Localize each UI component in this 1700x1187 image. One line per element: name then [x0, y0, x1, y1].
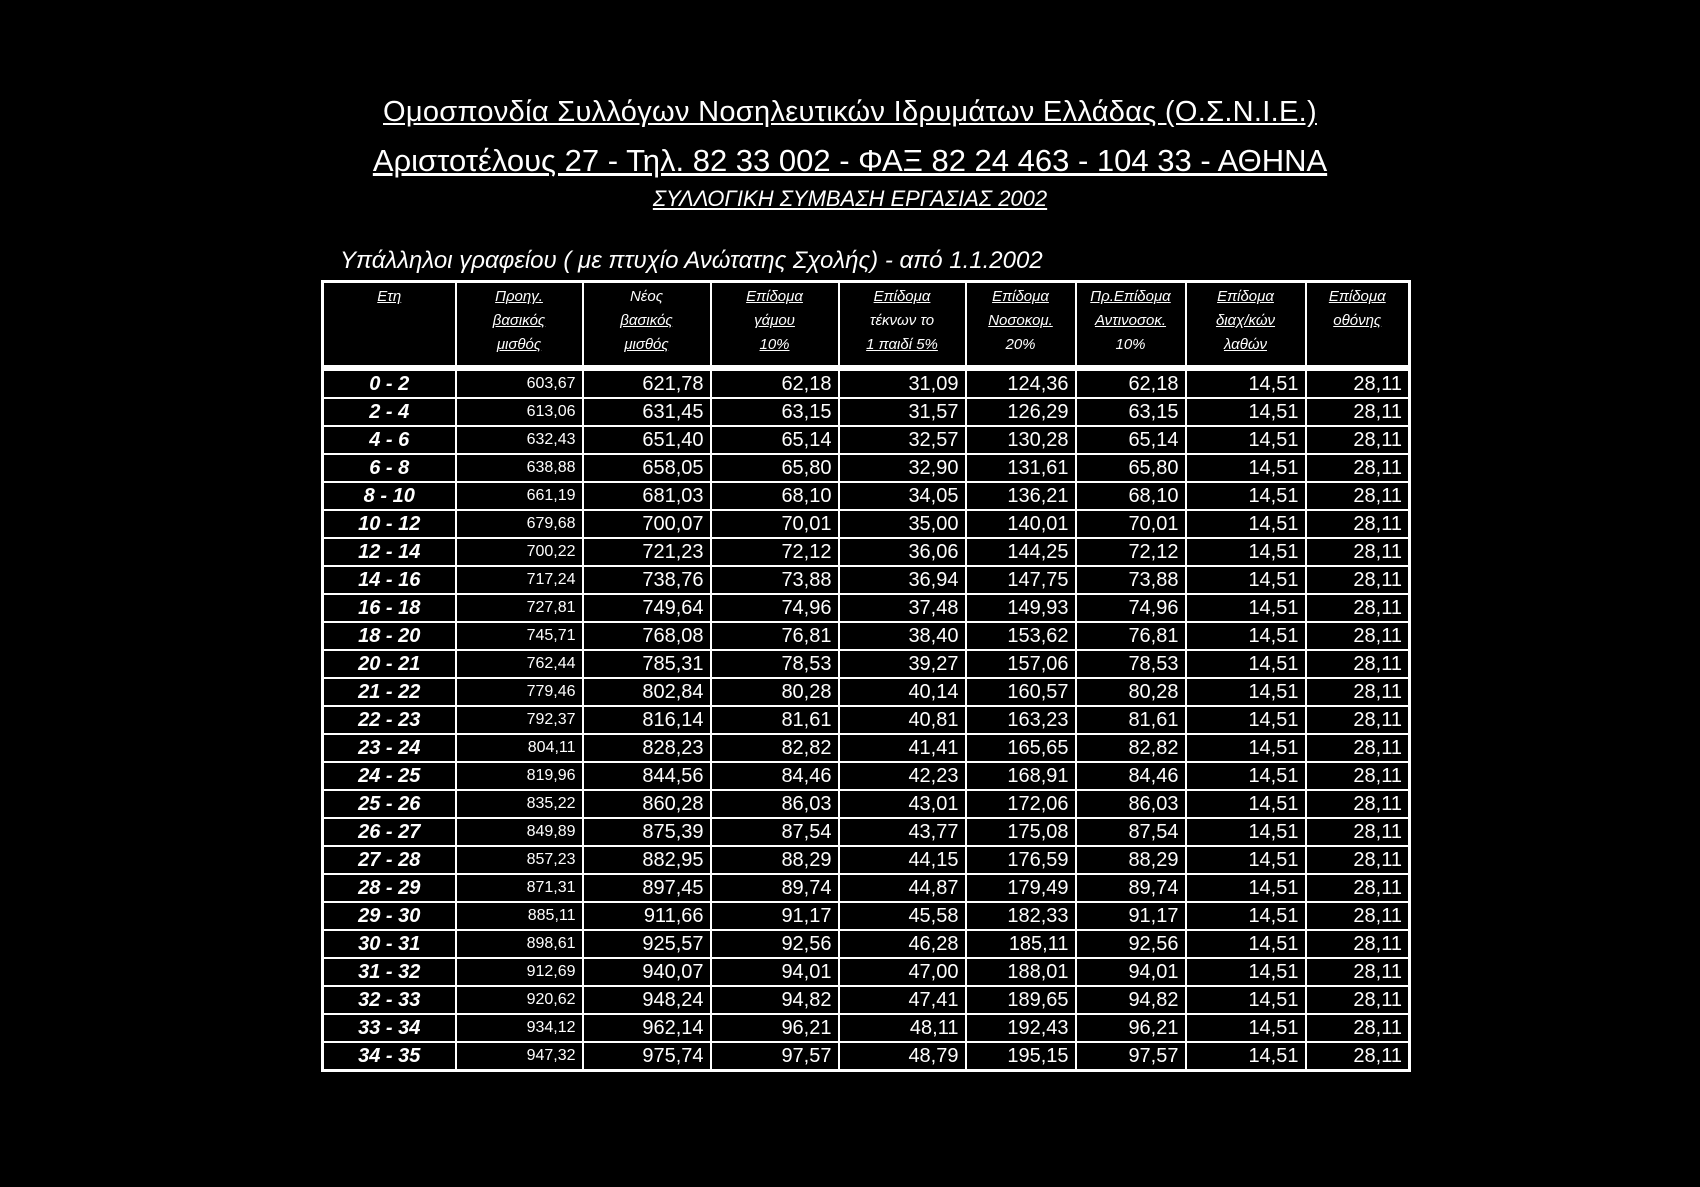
header-line: Επίδομα [1328, 288, 1386, 305]
child-allowance-cell: 37,48 [839, 594, 966, 622]
table-subtitle: Υπάλληλοι γραφείου ( με πτυχίο Ανώτατης Σχολής) - από 1.1.2002 [340, 247, 1043, 274]
screen-allowance-cell: 28,11 [1306, 818, 1410, 846]
anti-hospital-allowance-cell: 65,80 [1076, 454, 1186, 482]
years-cell: 24 - 25 [323, 762, 456, 790]
table-row [323, 734, 1410, 762]
cash-handling-allowance-cell: 14,51 [1186, 874, 1306, 902]
hospital-allowance-cell: 182,33 [966, 902, 1076, 930]
new-base-salary-cell: 802,84 [583, 678, 711, 706]
anti-hospital-allowance-cell: 91,17 [1076, 902, 1186, 930]
col-header-marriage-allowance [711, 282, 839, 369]
col-header-hospital-allowance [966, 282, 1076, 369]
table-row [323, 454, 1410, 482]
new-base-salary-cell: 738,76 [583, 566, 711, 594]
header-line: Επίδομα [746, 288, 803, 305]
child-allowance-cell: 31,57 [839, 398, 966, 426]
screen-allowance-cell: 28,11 [1306, 650, 1410, 678]
prev-base-salary-cell: 912,69 [456, 958, 583, 986]
salary-table [321, 280, 1411, 1072]
cash-handling-allowance-cell: 14,51 [1186, 510, 1306, 538]
cash-handling-allowance-cell: 14,51 [1186, 622, 1306, 650]
marriage-allowance-cell: 94,82 [711, 986, 839, 1014]
marriage-allowance-cell: 91,17 [711, 902, 839, 930]
years-cell: 21 - 22 [323, 678, 456, 706]
header-line: Επίδομα [873, 288, 931, 305]
years-cell: 31 - 32 [323, 958, 456, 986]
header-line: Νοσοκομ. [988, 312, 1053, 329]
table-row [323, 762, 1410, 790]
header-line: τέκνων το [869, 312, 935, 329]
years-cell: 16 - 18 [323, 594, 456, 622]
cash-handling-allowance-cell: 14,51 [1186, 986, 1306, 1014]
header-line: μισθός [496, 336, 542, 353]
child-allowance-cell: 39,27 [839, 650, 966, 678]
anti-hospital-allowance-cell: 81,61 [1076, 706, 1186, 734]
marriage-allowance-cell: 96,21 [711, 1014, 839, 1042]
child-allowance-cell: 40,14 [839, 678, 966, 706]
years-cell: 20 - 21 [323, 650, 456, 678]
table-row [323, 902, 1410, 930]
prev-base-salary-cell: 603,67 [456, 368, 583, 398]
marriage-allowance-cell: 84,46 [711, 762, 839, 790]
prev-base-salary-cell: 885,11 [456, 902, 583, 930]
hospital-allowance-cell: 131,61 [966, 454, 1076, 482]
prev-base-salary-cell: 727,81 [456, 594, 583, 622]
prev-base-salary-cell: 792,37 [456, 706, 583, 734]
screen-allowance-cell: 28,11 [1306, 678, 1410, 706]
prev-base-salary-cell: 638,88 [456, 454, 583, 482]
anti-hospital-allowance-cell: 68,10 [1076, 482, 1186, 510]
years-cell: 25 - 26 [323, 790, 456, 818]
cash-handling-allowance-cell: 14,51 [1186, 1042, 1306, 1071]
years-cell: 34 - 35 [323, 1042, 456, 1071]
hospital-allowance-cell: 163,23 [966, 706, 1076, 734]
header-line: 1 παιδί 5% [866, 336, 938, 353]
marriage-allowance-cell: 73,88 [711, 566, 839, 594]
years-cell: 14 - 16 [323, 566, 456, 594]
new-base-salary-cell: 816,14 [583, 706, 711, 734]
child-allowance-cell: 35,00 [839, 510, 966, 538]
child-allowance-cell: 31,09 [839, 368, 966, 398]
hospital-allowance-cell: 124,36 [966, 368, 1076, 398]
col-header-new-base-salary [583, 282, 711, 369]
marriage-allowance-cell: 87,54 [711, 818, 839, 846]
child-allowance-cell: 32,90 [839, 454, 966, 482]
cash-handling-allowance-cell: 14,51 [1186, 398, 1306, 426]
table-row [323, 706, 1410, 734]
cash-handling-allowance-cell: 14,51 [1186, 902, 1306, 930]
marriage-allowance-cell: 82,82 [711, 734, 839, 762]
screen-allowance-cell: 28,11 [1306, 902, 1410, 930]
new-base-salary-cell: 962,14 [583, 1014, 711, 1042]
prev-base-salary-cell: 804,11 [456, 734, 583, 762]
prev-base-salary-cell: 779,46 [456, 678, 583, 706]
table-row [323, 1042, 1410, 1071]
prev-base-salary-cell: 849,89 [456, 818, 583, 846]
cash-handling-allowance-cell: 14,51 [1186, 482, 1306, 510]
child-allowance-cell: 45,58 [839, 902, 966, 930]
hospital-allowance-cell: 160,57 [966, 678, 1076, 706]
anti-hospital-allowance-cell: 74,96 [1076, 594, 1186, 622]
cash-handling-allowance-cell: 14,51 [1186, 426, 1306, 454]
child-allowance-cell: 44,87 [839, 874, 966, 902]
child-allowance-cell: 48,11 [839, 1014, 966, 1042]
prev-base-salary-cell: 717,24 [456, 566, 583, 594]
cash-handling-allowance-cell: 14,51 [1186, 368, 1306, 398]
table-body [323, 368, 1410, 1071]
years-cell: 27 - 28 [323, 846, 456, 874]
table-row [323, 426, 1410, 454]
marriage-allowance-cell: 74,96 [711, 594, 839, 622]
marriage-allowance-cell: 65,80 [711, 454, 839, 482]
screen-allowance-cell: 28,11 [1306, 958, 1410, 986]
years-cell: 4 - 6 [323, 426, 456, 454]
table-row [323, 622, 1410, 650]
table-row [323, 874, 1410, 902]
table-row [323, 930, 1410, 958]
prev-base-salary-cell: 745,71 [456, 622, 583, 650]
cash-handling-allowance-cell: 14,51 [1186, 650, 1306, 678]
anti-hospital-allowance-cell: 65,14 [1076, 426, 1186, 454]
years-cell: 10 - 12 [323, 510, 456, 538]
header-line: Ετη [377, 288, 402, 305]
cash-handling-allowance-cell: 14,51 [1186, 818, 1306, 846]
cash-handling-allowance-cell: 14,51 [1186, 790, 1306, 818]
new-base-salary-cell: 860,28 [583, 790, 711, 818]
marriage-allowance-cell: 88,29 [711, 846, 839, 874]
cash-handling-allowance-cell: 14,51 [1186, 538, 1306, 566]
child-allowance-cell: 34,05 [839, 482, 966, 510]
prev-base-salary-cell: 819,96 [456, 762, 583, 790]
anti-hospital-allowance-cell: 96,21 [1076, 1014, 1186, 1042]
prev-base-salary-cell: 632,43 [456, 426, 583, 454]
screen-allowance-cell: 28,11 [1306, 734, 1410, 762]
prev-base-salary-cell: 700,22 [456, 538, 583, 566]
table-row [323, 510, 1410, 538]
table-row [323, 398, 1410, 426]
anti-hospital-allowance-cell: 92,56 [1076, 930, 1186, 958]
prev-base-salary-cell: 898,61 [456, 930, 583, 958]
header-line: γάμου [754, 312, 795, 329]
screen-allowance-cell: 28,11 [1306, 454, 1410, 482]
hospital-allowance-cell: 144,25 [966, 538, 1076, 566]
marriage-allowance-cell: 70,01 [711, 510, 839, 538]
years-cell: 30 - 31 [323, 930, 456, 958]
hospital-allowance-cell: 192,43 [966, 1014, 1076, 1042]
years-cell: 29 - 30 [323, 902, 456, 930]
marriage-allowance-cell: 78,53 [711, 650, 839, 678]
marriage-allowance-cell: 89,74 [711, 874, 839, 902]
new-base-salary-cell: 785,31 [583, 650, 711, 678]
header-line: 10% [759, 336, 790, 353]
screen-allowance-cell: 28,11 [1306, 398, 1410, 426]
marriage-allowance-cell: 81,61 [711, 706, 839, 734]
hospital-allowance-cell: 185,11 [966, 930, 1076, 958]
screen-allowance-cell: 28,11 [1306, 986, 1410, 1014]
prev-base-salary-cell: 857,23 [456, 846, 583, 874]
child-allowance-cell: 48,79 [839, 1042, 966, 1071]
screen-allowance-cell: 28,11 [1306, 426, 1410, 454]
table-row [323, 818, 1410, 846]
child-allowance-cell: 43,01 [839, 790, 966, 818]
table-row [323, 482, 1410, 510]
hospital-allowance-cell: 157,06 [966, 650, 1076, 678]
anti-hospital-allowance-cell: 62,18 [1076, 368, 1186, 398]
hospital-allowance-cell: 165,65 [966, 734, 1076, 762]
cash-handling-allowance-cell: 14,51 [1186, 734, 1306, 762]
years-cell: 32 - 33 [323, 986, 456, 1014]
hospital-allowance-cell: 168,91 [966, 762, 1076, 790]
prev-base-salary-cell: 947,32 [456, 1042, 583, 1071]
years-cell: 12 - 14 [323, 538, 456, 566]
col-header-cash-handling-allowance [1186, 282, 1306, 369]
hospital-allowance-cell: 147,75 [966, 566, 1076, 594]
header-line: 10% [1115, 336, 1146, 353]
cash-handling-allowance-cell: 14,51 [1186, 930, 1306, 958]
col-header-child-allowance [839, 282, 966, 369]
agreement-title: ΣΥΛΛΟΓΙΚΗ ΣΥΜΒΑΣΗ ΕΡΓΑΣΙΑΣ 2002 [652, 186, 1048, 211]
screen-allowance-cell: 28,11 [1306, 930, 1410, 958]
anti-hospital-allowance-cell: 70,01 [1076, 510, 1186, 538]
hospital-allowance-cell: 176,59 [966, 846, 1076, 874]
new-base-salary-cell: 911,66 [583, 902, 711, 930]
anti-hospital-allowance-cell: 72,12 [1076, 538, 1186, 566]
hospital-allowance-cell: 140,01 [966, 510, 1076, 538]
table-row [323, 846, 1410, 874]
screen-allowance-cell: 28,11 [1306, 706, 1410, 734]
screen-allowance-cell: 28,11 [1306, 482, 1410, 510]
new-base-salary-cell: 940,07 [583, 958, 711, 986]
cash-handling-allowance-cell: 14,51 [1186, 678, 1306, 706]
anti-hospital-allowance-cell: 84,46 [1076, 762, 1186, 790]
marriage-allowance-cell: 72,12 [711, 538, 839, 566]
header-line: βασικός [620, 312, 673, 329]
anti-hospital-allowance-cell: 73,88 [1076, 566, 1186, 594]
child-allowance-cell: 32,57 [839, 426, 966, 454]
new-base-salary-cell: 948,24 [583, 986, 711, 1014]
years-cell: 2 - 4 [323, 398, 456, 426]
years-cell: 8 - 10 [323, 482, 456, 510]
federation-address: Αριστοτέλους 27 - Τηλ. 82 33 002 - ΦΑΞ 82 24 463 - 104 33 - ΑΘΗΝΑ [372, 143, 1328, 178]
anti-hospital-allowance-cell: 76,81 [1076, 622, 1186, 650]
table-row [323, 538, 1410, 566]
child-allowance-cell: 42,23 [839, 762, 966, 790]
years-cell: 26 - 27 [323, 818, 456, 846]
new-base-salary-cell: 631,45 [583, 398, 711, 426]
col-header-prev-base-salary [456, 282, 583, 369]
years-cell: 22 - 23 [323, 706, 456, 734]
years-cell: 28 - 29 [323, 874, 456, 902]
hospital-allowance-cell: 189,65 [966, 986, 1076, 1014]
header-line: Πρ.Επίδομα [1090, 288, 1171, 305]
col-header-screen-allowance [1306, 282, 1410, 369]
header-line: 20% [1005, 336, 1036, 353]
marriage-allowance-cell: 94,01 [711, 958, 839, 986]
hospital-allowance-cell: 172,06 [966, 790, 1076, 818]
table-row [323, 594, 1410, 622]
screen-allowance-cell: 28,11 [1306, 594, 1410, 622]
new-base-salary-cell: 721,23 [583, 538, 711, 566]
cash-handling-allowance-cell: 14,51 [1186, 846, 1306, 874]
marriage-allowance-cell: 92,56 [711, 930, 839, 958]
hospital-allowance-cell: 175,08 [966, 818, 1076, 846]
anti-hospital-allowance-cell: 63,15 [1076, 398, 1186, 426]
marriage-allowance-cell: 76,81 [711, 622, 839, 650]
new-base-salary-cell: 875,39 [583, 818, 711, 846]
years-cell: 6 - 8 [323, 454, 456, 482]
new-base-salary-cell: 844,56 [583, 762, 711, 790]
new-base-salary-cell: 768,08 [583, 622, 711, 650]
new-base-salary-cell: 621,78 [583, 368, 711, 398]
prev-base-salary-cell: 920,62 [456, 986, 583, 1014]
table-row [323, 678, 1410, 706]
header-line: Προηγ. [495, 288, 543, 305]
screen-allowance-cell: 28,11 [1306, 566, 1410, 594]
hospital-allowance-cell: 153,62 [966, 622, 1076, 650]
header-line: Επίδομα [992, 288, 1049, 305]
table-row [323, 958, 1410, 986]
screen-allowance-cell: 28,11 [1306, 538, 1410, 566]
table-row [323, 566, 1410, 594]
new-base-salary-cell: 700,07 [583, 510, 711, 538]
screen-allowance-cell: 28,11 [1306, 510, 1410, 538]
child-allowance-cell: 41,41 [839, 734, 966, 762]
anti-hospital-allowance-cell: 94,01 [1076, 958, 1186, 986]
years-cell: 18 - 20 [323, 622, 456, 650]
screen-allowance-cell: 28,11 [1306, 368, 1410, 398]
years-cell: 33 - 34 [323, 1014, 456, 1042]
header-line: Επίδομα [1217, 288, 1274, 305]
marriage-allowance-cell: 63,15 [711, 398, 839, 426]
cash-handling-allowance-cell: 14,51 [1186, 594, 1306, 622]
header-line: βασικός [492, 312, 546, 329]
years-cell: 0 - 2 [323, 368, 456, 398]
header-line: οθόνης [1333, 312, 1382, 329]
hospital-allowance-cell: 179,49 [966, 874, 1076, 902]
screen-allowance-cell: 28,11 [1306, 846, 1410, 874]
child-allowance-cell: 44,15 [839, 846, 966, 874]
new-base-salary-cell: 828,23 [583, 734, 711, 762]
anti-hospital-allowance-cell: 88,29 [1076, 846, 1186, 874]
new-base-salary-cell: 975,74 [583, 1042, 711, 1071]
child-allowance-cell: 43,77 [839, 818, 966, 846]
prev-base-salary-cell: 762,44 [456, 650, 583, 678]
table-row [323, 790, 1410, 818]
col-header-anti-hospital-allowance [1076, 282, 1186, 369]
new-base-salary-cell: 897,45 [583, 874, 711, 902]
new-base-salary-cell: 749,64 [583, 594, 711, 622]
anti-hospital-allowance-cell: 82,82 [1076, 734, 1186, 762]
hospital-allowance-cell: 188,01 [966, 958, 1076, 986]
header-row [323, 282, 1410, 369]
federation-title: Ομοσπονδία Συλλόγων Νοσηλευτικών Ιδρυμάτων Ελλάδας (Ο.Σ.Ν.Ι.Ε.) [383, 96, 1317, 128]
screen-allowance-cell: 28,11 [1306, 762, 1410, 790]
anti-hospital-allowance-cell: 94,82 [1076, 986, 1186, 1014]
anti-hospital-allowance-cell: 97,57 [1076, 1042, 1186, 1071]
header-line: Αντινοσοκ. [1094, 312, 1167, 329]
hospital-allowance-cell: 130,28 [966, 426, 1076, 454]
new-base-salary-cell: 658,05 [583, 454, 711, 482]
header-line: λαθών [1223, 336, 1268, 353]
child-allowance-cell: 36,06 [839, 538, 966, 566]
table-row [323, 368, 1410, 398]
cash-handling-allowance-cell: 14,51 [1186, 454, 1306, 482]
table-row [323, 650, 1410, 678]
cash-handling-allowance-cell: 14,51 [1186, 706, 1306, 734]
new-base-salary-cell: 882,95 [583, 846, 711, 874]
years-cell: 23 - 24 [323, 734, 456, 762]
cash-handling-allowance-cell: 14,51 [1186, 1014, 1306, 1042]
prev-base-salary-cell: 934,12 [456, 1014, 583, 1042]
child-allowance-cell: 40,81 [839, 706, 966, 734]
new-base-salary-cell: 681,03 [583, 482, 711, 510]
header-line: Νέος [629, 288, 664, 305]
marriage-allowance-cell: 80,28 [711, 678, 839, 706]
prev-base-salary-cell: 679,68 [456, 510, 583, 538]
anti-hospital-allowance-cell: 86,03 [1076, 790, 1186, 818]
prev-base-salary-cell: 871,31 [456, 874, 583, 902]
new-base-salary-cell: 925,57 [583, 930, 711, 958]
child-allowance-cell: 47,41 [839, 986, 966, 1014]
child-allowance-cell: 47,00 [839, 958, 966, 986]
hospital-allowance-cell: 195,15 [966, 1042, 1076, 1071]
prev-base-salary-cell: 661,19 [456, 482, 583, 510]
col-header-years [323, 282, 456, 369]
screen-allowance-cell: 28,11 [1306, 622, 1410, 650]
anti-hospital-allowance-cell: 80,28 [1076, 678, 1186, 706]
child-allowance-cell: 38,40 [839, 622, 966, 650]
screen-allowance-cell: 28,11 [1306, 874, 1410, 902]
prev-base-salary-cell: 613,06 [456, 398, 583, 426]
marriage-allowance-cell: 97,57 [711, 1042, 839, 1071]
anti-hospital-allowance-cell: 78,53 [1076, 650, 1186, 678]
prev-base-salary-cell: 835,22 [456, 790, 583, 818]
screen-allowance-cell: 28,11 [1306, 790, 1410, 818]
screen-allowance-cell: 28,11 [1306, 1042, 1410, 1071]
marriage-allowance-cell: 68,10 [711, 482, 839, 510]
child-allowance-cell: 46,28 [839, 930, 966, 958]
marriage-allowance-cell: 86,03 [711, 790, 839, 818]
cash-handling-allowance-cell: 14,51 [1186, 566, 1306, 594]
cash-handling-allowance-cell: 14,51 [1186, 762, 1306, 790]
hospital-allowance-cell: 136,21 [966, 482, 1076, 510]
header-line: μισθός [624, 336, 669, 353]
marriage-allowance-cell: 62,18 [711, 368, 839, 398]
hospital-allowance-cell: 149,93 [966, 594, 1076, 622]
new-base-salary-cell: 651,40 [583, 426, 711, 454]
table-row [323, 1014, 1410, 1042]
marriage-allowance-cell: 65,14 [711, 426, 839, 454]
cash-handling-allowance-cell: 14,51 [1186, 958, 1306, 986]
hospital-allowance-cell: 126,29 [966, 398, 1076, 426]
screen-allowance-cell: 28,11 [1306, 1014, 1410, 1042]
child-allowance-cell: 36,94 [839, 566, 966, 594]
anti-hospital-allowance-cell: 89,74 [1076, 874, 1186, 902]
table-row [323, 986, 1410, 1014]
header-line: διαχ/κών [1215, 312, 1276, 329]
anti-hospital-allowance-cell: 87,54 [1076, 818, 1186, 846]
